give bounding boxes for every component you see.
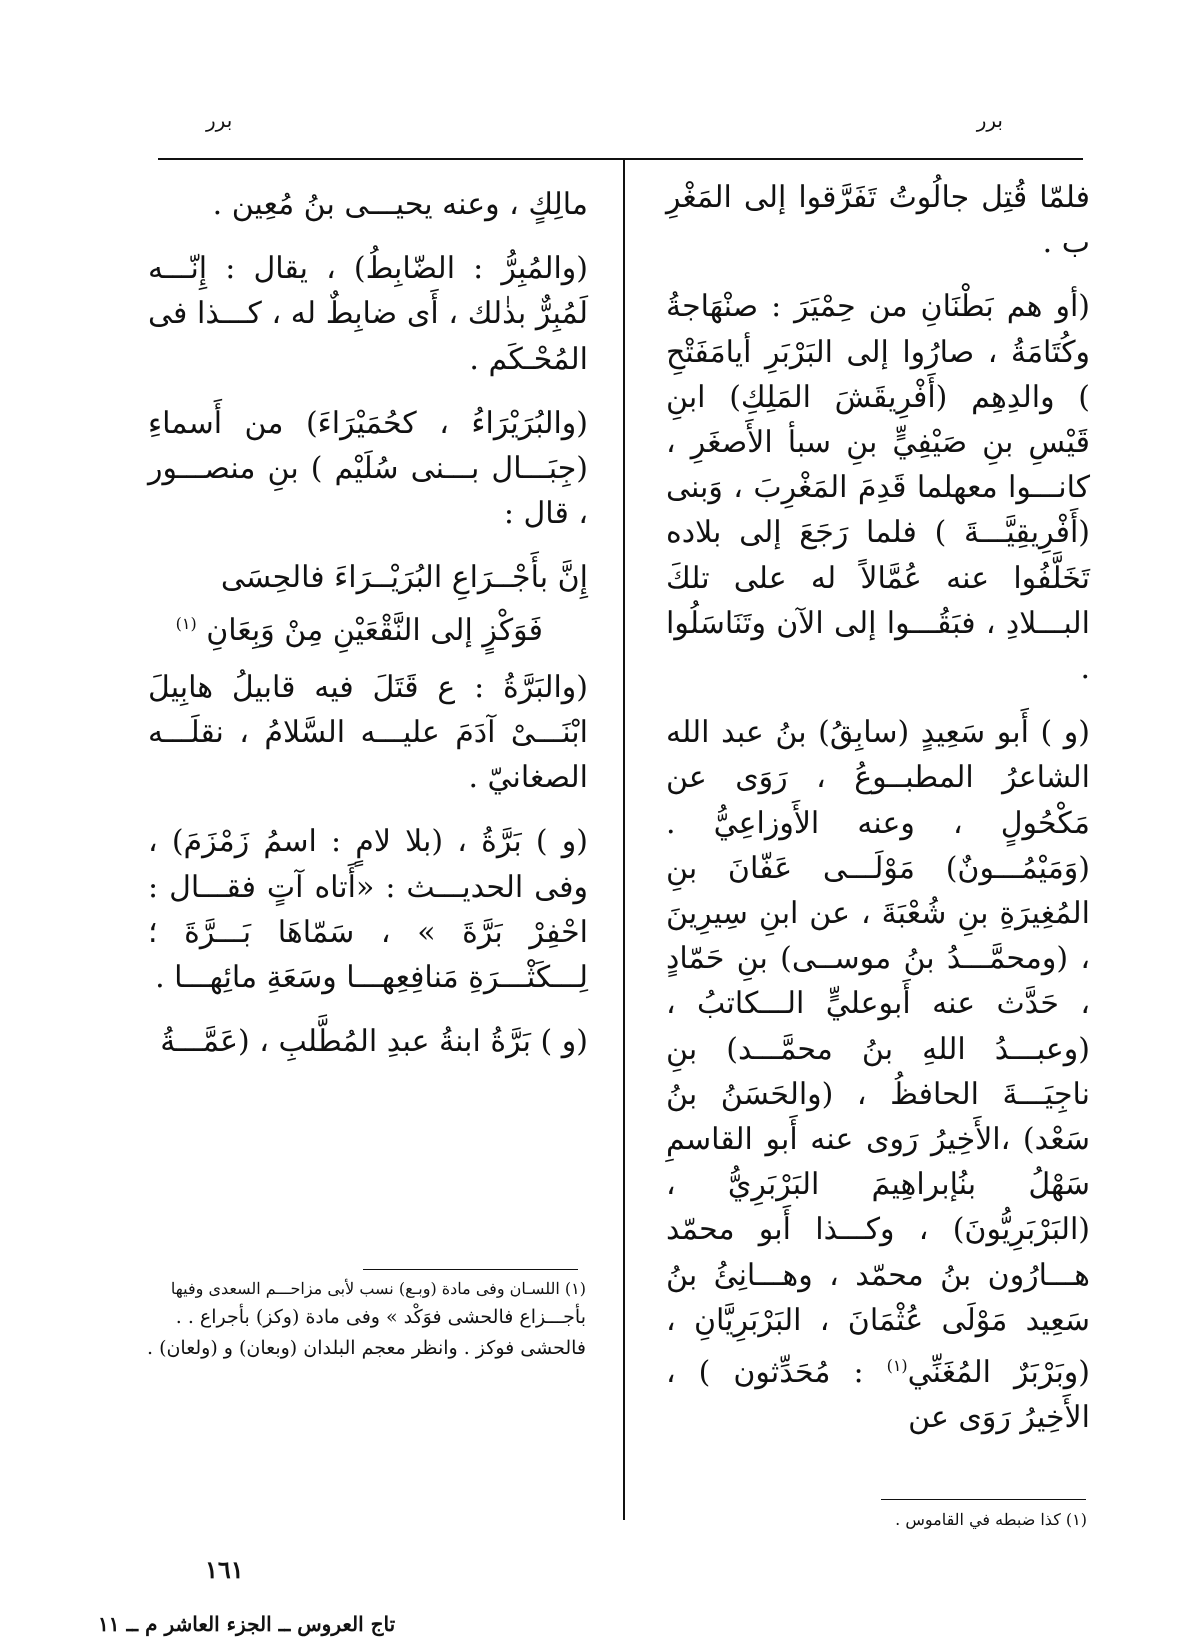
footnote-marker: (١) (175, 613, 197, 633)
verse-line-2-wrap (148, 601, 588, 653)
signature-caption: تاج العروس ــ الجزء العاشر م ــ ١١ (98, 1612, 396, 1636)
paragraph (666, 710, 1090, 1440)
paragraph-text: (و ) أَبو سَعِيدٍ (سابِقُ) بنُ عبد الله الشاعرُ المطبــوعُ ، رَوَى عن مَكْحُولٍ ، وعنه الأَوزاعِيُّ . (وَمَيْمُـــونٌ) مَوْلَـــى عَفّانَ بنِ المُغِيرَةِ بنِ شُعْبَةَ ، عن ابنِ سِيرِينَ ، (ومحمَّـــدُ بنُ موســى) بنِ حَمّادٍ ، حَدَّث عنه أَبوعليٍّ الـــكاتبُ ، (وعبـــدُ اللهِ بنُ محمَّـــد) بنِ ناجِيَـــةَ الحافظُ ، (والحَسَنُ بنُ سَعْد) ،الأَخِيرُ رَوى عنه أَبو القاسمِ سَهْلُ بنُإبراهِيمَ البَرْبَرِيُّ ، (البَرْبَرِيُّونَ) ، وكـــذا أَبو محمّد هـــارُون بنُ محمّد ، وهـــانِئُ بنُ سَعِيد مَوْلَى عُثْمَانَ ، البَرْبَرِيَّانِ ، (وبَرْبَرٌ المُغَنِّي (666, 715, 1091, 1391)
running-header-left: برر (206, 108, 233, 132)
footnote-rule (363, 1269, 578, 1270)
verse-line-1: إِنَّ بأَجْــرَاعِ البُرَيْــرَاءَ فالحِسَى (220, 560, 588, 596)
paragraph: (والمُبِرُّ : الضّابِطُ) ، يقال : إِنّـــه لَمُبِرٌّ بذٰلك ، أَى ضابِطٌ له ، كـــذا فى المُحْـكَم . (148, 251, 588, 377)
paragraph: (والبَرَّةُ : ع قَتَلَ فيه قابيلُ هابِيلَ ابْنَـــىْ آدَمَ عليـــه السَّلامُ ، نقلَـــه الصغانيّ . (148, 669, 588, 796)
paragraph: فلمّا قُتِل جالُوتُ تَفَرَّقوا إلى المَغْرِ ب . (666, 180, 1090, 261)
column-divider (623, 160, 625, 1520)
right-column (666, 175, 1090, 1459)
footnote-line: (١) اللسـان وفى مادة (وبـع) نسب لأبى مزاحـــم السعدى وفيها (170, 1279, 586, 1298)
footnote: (١) كذا ضبطه في القاموس . (895, 1510, 1087, 1529)
verse-line-2: فَوَكْزٍ إلى النَّقْعَيْنِ مِنْ وَبِعَانِ (206, 612, 543, 648)
footnote-marker: (١) (886, 1356, 908, 1376)
left-column (148, 182, 588, 1083)
running-header-right: برر (976, 108, 1003, 132)
paragraph: (أو هم بَطْنَانِ من حِمْيَرَ : صنْهَاجةُ وكُتَامَةُ ، صارُوا إلى البَرْبَرِ أيامَفَتْحِ ) والدِهِم (أَفْرِيقَشَ المَلِكِ) ابنِ قَيْسِ بنِ صَيْفِيٍّ بنِ سبأ الأَصغَرِ ، كانـــوا معهلما قَدِمَ المَغْرِبَ ، وَبنى (أَفْرِيقِيَّـــةَ ) فلما رَجَعَ إلى بلاده تَخَلَّفُوا عنه عُمَّالاً له على تلكَ البـــلادِ ، فبَقُـــوا إلى الآن وتَنَاسَلُوا . (666, 289, 1090, 687)
paragraph: (و ) بَرَّةُ ابنةُ عبدِ المُطَّلبِ ، (عَمَّـــةُ (160, 1024, 588, 1060)
footnote-line: بأجـــزاع فالحشى فوَكْد » وفى مادة (وكز) بأجراع . . فالحشى فوكز . وانظر معجم البلدان (وبعان) و (ولعان) . (146, 1306, 586, 1359)
page-number: ١٦١ (205, 1555, 244, 1584)
footnote-rule (881, 1499, 1086, 1500)
paragraph: (والبُرَيْرَاءُ ، كحُمَيْرَاءَ) من أَسماءِ (جِبَـــال بـــنى سُلَيْم ) بنِ منصـــور ، قال : (148, 405, 588, 532)
paragraph: مالِكٍ ، وعنه يحيـــى بنُ مُعِين . (212, 187, 588, 222)
paragraph-tail: : مُحَدِّثون ) ، الأَخِيرُ رَوَى عن (666, 1355, 1090, 1436)
header-rule (158, 158, 1083, 160)
paragraph: (و ) بَرَّةُ ، (بلا لامٍ : اسمُ زَمْزَمَ) ، وفى الحديـــث : «أَتاه آتٍ فقـــال : احْفِرْ بَرَّةَ » ، سَمّاهَا بَـــرَّةَ ؛ لِـــكَثْـــرَةِ مَنافِعِهـــا وسَعَةِ مائِهـــا . (148, 824, 588, 996)
footnote (146, 1276, 586, 1364)
verse (148, 555, 588, 652)
